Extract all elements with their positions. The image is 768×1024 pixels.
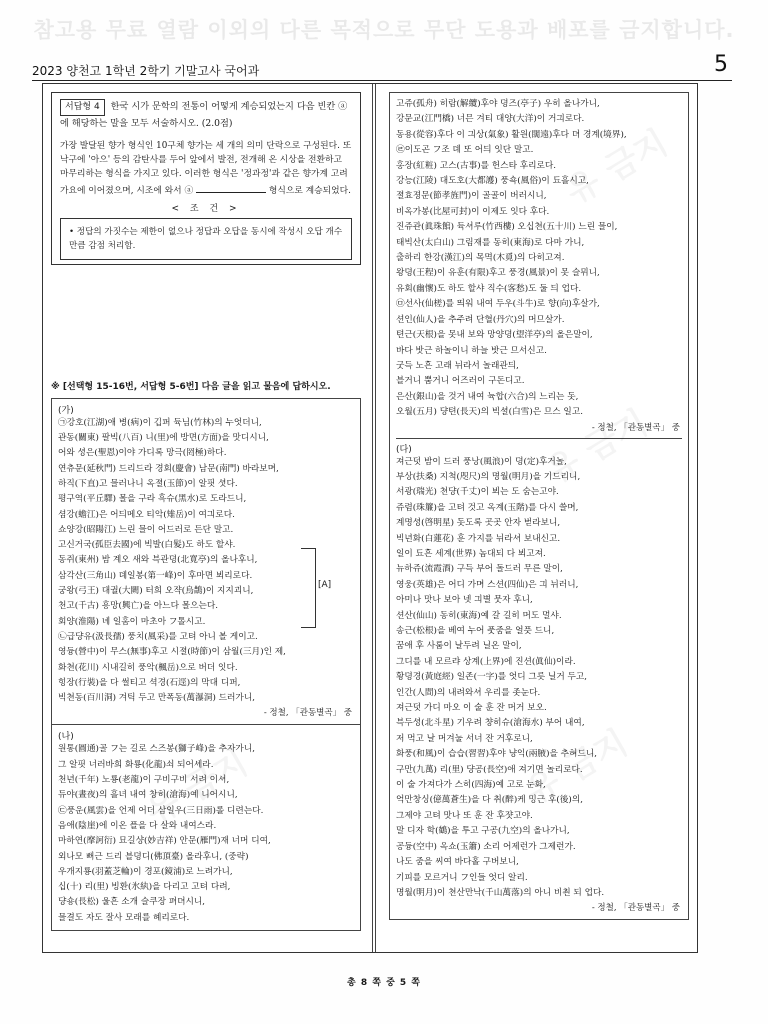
verse-line: 오월(五月) 댱텬(長天)의 빅셜(白雪)은 므스 일고. (396, 407, 583, 418)
verse-line: 져근덧 밤이 드러 풍낭(風浪)이 뎡(定)후거놀, (396, 456, 567, 467)
verse-line: 천고(千古) 흥망(興亡)을 아느다 몰으는다. (58, 601, 219, 612)
left-column (51, 92, 361, 944)
verse-line: 뉴하쥬(流霞酒) 구득 부어 돌드러 무른 말이, (396, 564, 563, 575)
verse-line: 졀효졍문(節孝旌門)이 골골이 버러시니, (396, 191, 547, 202)
copyright-notice: 참고용 무료 열람 이외의 다른 목적으로 무단 도용과 배포를 금지합니다. (33, 18, 735, 42)
verse-line: 빅쳔동(百川洞) 겨틱 두고 만폭동(萬瀑洞) 드러가니, (58, 693, 255, 704)
passage-continued-box (389, 92, 689, 920)
verse-line: 동용(從容)후다 이 긔상(氣象) 활원(闊遠)후다 뎌 경계(境界), (396, 129, 627, 140)
verse-line: 진쥬관(眞珠館) 듁셔루(竹西樓) 오십쳔(五十川) 느린 믈이, (396, 222, 618, 233)
verse-line: 어와 셩은(聖恩)이야 가디록 망극(罔極)하다. (58, 448, 227, 459)
verse-line: 쥬렴(珠簾)을 고텨 것고 옥계(玉階)를 다시 쓸며, (396, 502, 579, 513)
verse-line: 회양(淮陽) 녜 일홈이 마초아 フ톨시고. (58, 616, 206, 627)
verse-line: 굿득 노흔 고래 뉘라서 놀래관듸, (396, 360, 519, 371)
verse-line: 바다 밧근 하놀이니 하늘 밧근 므서신고. (396, 345, 547, 356)
question-4-text: 한국 시가 문학의 전통이 어떻게 계승되었는지 다음 빈칸 ⓐ에 해당하는 말을 모두 서술하시오. (2.0점) (60, 101, 348, 129)
page-number: 5 (714, 52, 728, 77)
passage-label-da: (다) (396, 444, 412, 455)
verse-line: 영웅(英雄)은 어디 가며 스션(四仙)은 긔 뉘러니, (396, 579, 579, 590)
verse-line: ㉡급댱유(汲長孺) 풍치(風采)를 고텨 아니 볼 게이고. (58, 631, 258, 642)
verse-line: 고신거국(孤臣去國)에 빅발(白髮)도 하도 할샤. (58, 540, 236, 551)
verse-line: 강문교(江門橋) 너믄 겨티 대양(大洋)이 거긔로다. (396, 114, 585, 125)
verse-line: 마하연(摩訶衍) 묘길샹(妙吉祥) 안문(雁門)재 너머 디여, (58, 836, 271, 847)
verse-line: 비옥가봉(比屋可封)이 이제도 잇다 후다. (396, 206, 550, 217)
verse-line: 그 알핏 너러바희 화룡(化龍)쇠 되어셰라. (58, 759, 214, 770)
passage-instruction: ※ [선택형 15-16번, 서답형 5-6번] 다음 글을 읽고 물음에 답하시오. (51, 381, 331, 392)
verse-line: 말 디자 학(鶴)을 투고 구공(九空)의 올나가니, (396, 826, 570, 837)
question-tag: 서답형 4 (60, 99, 105, 116)
verse-line: 꿈애 후 사룸이 날두려 닐온 말이, (396, 641, 522, 652)
verse-line: 아미나 맛나 보아 넷 긔별 뭇자 후니, (396, 595, 533, 606)
passage-label-ga: (가) (58, 405, 74, 416)
verse-line: 화풍(和風)이 습습(習習)후야 냥익(兩腋)을 추혀드니, (396, 749, 597, 760)
verse-line: 일이 됴흔 세계(世界) 놈대되 다 뵈고져. (396, 548, 546, 559)
verse-line: ㉣이도곤 フ조 뎨 또 어듸 잇단 말고. (396, 145, 534, 156)
verse-line: 유회(幽懷)도 하도 할샤 직수(客愁)도 둘 듸 업다. (396, 283, 582, 294)
passage-text: 가장 발달된 향가 형식인 10구체 향가는 세 개의 의미 단락으로 구성된다. 또 낙구에 '아으' 등의 감탄사를 두어 앞에서 발전, 전개해 온 시상을 전환하고 마무리하는 형식을 가지고 있다. 이러한 형식은 '정과정'과 같은 향가계 고려 가요에 이어졌으며, 시조에 와서 ⓐ (60, 141, 352, 196)
verse-line: ㉠강호(江湖)애 병(病)이 깁퍼 듁님(竹林)의 누엇더니, (58, 417, 262, 428)
verse-line: 텬근(天根)을 못내 보와 망양뎡(望洋亭)의 올은말이, (396, 330, 593, 341)
verse-line: 우개지룡(羽蓋芝輪)이 경포(鏡浦)로 느려가니, (58, 866, 233, 877)
header-rule (32, 80, 732, 81)
verse-line: 계명셩(啓明星) 돗도록 곳곳 안자 벋라보니, (396, 518, 561, 529)
verse-line: 서광(瑞光) 쳔댱(千丈)이 뵈는 도 숨는고야. (396, 487, 559, 498)
verse-line: 화쳔(花川) 시내길히 풍악(楓岳)으로 버더 잇다. (58, 662, 238, 673)
bracket-a (301, 548, 316, 628)
right-column (389, 92, 689, 944)
verse-line: 이 술 가져다가 스히(四海)예 고로 눈화, (396, 780, 546, 791)
verse-line: 송근(松根)을 베여 누어 풋줌을 얼픗 드니, (396, 626, 555, 636)
passage-divider (396, 438, 682, 439)
verse-line: 부상(扶桑) 지척(咫尺)의 명월(明月)을 기드리니, (396, 471, 581, 482)
verse-line: 영듕(營中)이 무스(無事)후고 시졀(時節)이 삼월(三月)인 제, (58, 647, 286, 658)
verse-line: 하직(下直)고 믈러나니 옥졀(玉節)이 알핏 셧다. (58, 479, 238, 489)
verse-line: 원통(圓通)골 フ는 길로 스즈봉(獅子峰)을 추자가니, (58, 744, 255, 755)
verse-line: 연츄문(延秋門) 드리드라 경회(慶會) 남문(南門) 바라보며, (58, 463, 279, 474)
verse-line: 궁왕(弓王) 대궐(大闕) 터희 오쟉(烏鵲)이 지지괴니, (58, 586, 254, 597)
passage-label-na: (나) (58, 732, 74, 743)
question-4-passage (60, 139, 352, 198)
verse-line: 명월(明月)이 쳔산만낙(千山萬落)의 아니 비쵠 되 업다. (396, 887, 605, 898)
condition-title: < 조 건 > (171, 203, 241, 214)
verse-line: 저 먹고 날 머겨눌 서너 잔 거후로니, (396, 733, 533, 744)
verse-line: 평구역(平丘驛) 몰을 구라 흑슈(黑水)로 도라드니, (58, 494, 247, 505)
verse-line: 기피를 모르거니 フ인들 엇디 알리. (396, 872, 528, 883)
verse-line: 듀야(晝夜)의 흘녀 내여 창히(滄海)예 니어시니, (58, 790, 238, 801)
page-header (32, 52, 732, 80)
verse-line: 홍장(紅粧) 고스(古事)를 헌스타 후리로다. (396, 160, 557, 171)
verse-line: 태빅산(太白山) 그림재를 동히(東海)로 다마 가니, (396, 237, 585, 248)
verse-line: 은산(銀山)을 것거 내여 뉵합(六合)의 느리는 돗, (396, 391, 579, 402)
verse-line: 외나모 뻐근 드리 블뎡디(佛頂臺) 올라후니, (중략) (58, 851, 249, 862)
verse-line: 쇼양강(昭陽江) 느린 믈이 어드러로 든단 말고. (58, 524, 234, 535)
verse-line: 출하리 한강(漢江)의 목멱(木覓)의 다히고져. (396, 253, 565, 264)
verse-line: 공듕(空中) 옥쇼(玉簫) 소리 어제런가 그제런가. (396, 841, 576, 852)
verse-line: 강능(江陵) 대도호(大都護) 풍쇽(風俗)이 됴흘시고, (396, 176, 589, 187)
verse-line: 그제야 고텨 맛나 또 훈 잔 후쟛고야. (396, 810, 533, 821)
verse-line: 믈결도 자도 잘사 모래를 혜리로다. (58, 912, 190, 923)
verse-line: 힝장(行裝)을 다 썰티고 셕경(石逕)의 막대 디퍼, (58, 677, 241, 688)
verse-line: 고쥬(孤舟) 히람(解纜)후야 뎡즈(亭子) 우히 올나가니, (396, 99, 600, 109)
passage-source: - 정철, 「관동별곡」 중 (263, 708, 352, 719)
verse-line: 블거니 뿜거니 어즈러이 구돈디고. (396, 376, 525, 387)
question-4-prompt (60, 99, 352, 131)
verse-line: 그디를 내 모르랴 상계(上界)에 진션(眞仙)이라. (396, 656, 576, 667)
condition-box: • 정답의 가짓수는 제한이 없으나 정답과 오답을 동시에 작성시 오답 개수만큼 감점 처리함. (60, 218, 352, 260)
verse-line: 션인(仙人)을 추주려 단혈(丹穴)의 머므살가. (396, 314, 565, 325)
verse-line: ㉢풍운(風雲)을 언제 어더 삼일우(三日雨)롤 디련는다. (58, 805, 264, 816)
verse-line: 황뎡경(黃庭經) 일존(一字)를 엇디 그릇 닐거 두고, (396, 672, 588, 683)
verse-line: 나도 줌을 씨여 바다홀 구버보니, (396, 857, 519, 868)
passage-source: - 정철, 「관동별곡」 중 (591, 422, 680, 433)
passage-text-end: 형식으로 계승되었다. (268, 185, 351, 196)
passage-continued-lines (396, 97, 682, 421)
verse-line: 동쥐(東州) 밤 계오 새와 븍관뎡(北寬亭)의 올나후니, (58, 555, 258, 566)
verse-line: 관동(關東) 팔빅(八百) 니(里)에 방면(方面)을 맛디시니, (58, 433, 269, 444)
verse-line: 션산(仙山) 동히(東海)예 갈 길히 머도 멀샤. (396, 610, 562, 621)
verse-line: 빅년화(白蓮花) 훈 가지를 뉘라셔 보내신고. (396, 533, 561, 544)
passage-da-lines (396, 455, 682, 902)
column-divider (372, 84, 373, 952)
verse-line: 삼각산(三角山) 뎨일봉(第一峰)이 후마면 뵈리로다. (58, 570, 253, 581)
column-divider-inner (375, 84, 376, 952)
passage-na-lines (58, 742, 354, 926)
verse-line: 십(十) 리(里) 빙환(氷紈)을 다리고 고텨 다려, (58, 882, 231, 893)
verse-line: 븍두셩(北斗星) 기우려 챵히슈(滄海水) 부어 내여, (396, 718, 585, 729)
bracket-a-label: [A] (318, 580, 332, 590)
page-footer: 총 8 쪽 중 5 쪽 (347, 978, 421, 988)
passage-source: - 정철, 「관동별곡」 중 (591, 903, 680, 914)
answer-blank[interactable] (196, 182, 266, 193)
verse-line: 댱숑(長松) 울흔 소개 슬쿠장 펴뎌시니, (58, 897, 206, 908)
verse-line: 왕뎡(王程)이 유훈(有限)후고 풍경(風景)이 못 슬뮈니, (396, 268, 600, 279)
verse-line: 천년(千年) 노룡(老龍)이 구비구비 서려 이셔, (58, 775, 230, 786)
verse-line: 져근덧 가디 마오 이 술 훈 잔 머거 보오. (396, 703, 547, 714)
passage-na-box (51, 725, 361, 931)
exam-title: 2023 양천고 1학년 2학기 기말고사 국어과 (32, 64, 260, 78)
verse-line: 억만창싱(億萬蒼生)을 다 취(醉)케 밍근 후(後)의, (396, 795, 583, 806)
verse-line: ㉤선사(仙槎)를 띄워 내여 두우(斗牛)로 향(向)후살가, (396, 299, 600, 310)
verse-line: 셤강(蟾江)은 어듸메오 티악(雉岳)이 여긔로다. (58, 509, 235, 520)
exam-page (42, 83, 698, 953)
verse-line: 인간(人間)의 내려와셔 우리를 좃눈다. (396, 687, 541, 698)
verse-line: 음애(陰崖)에 이온 플을 다 살와 내여스라. (58, 820, 217, 831)
question-4-box (51, 92, 361, 265)
verse-line: 구만(九萬) 리(里) 댱공(長空)애 져기면 놀리로다. (396, 764, 583, 775)
